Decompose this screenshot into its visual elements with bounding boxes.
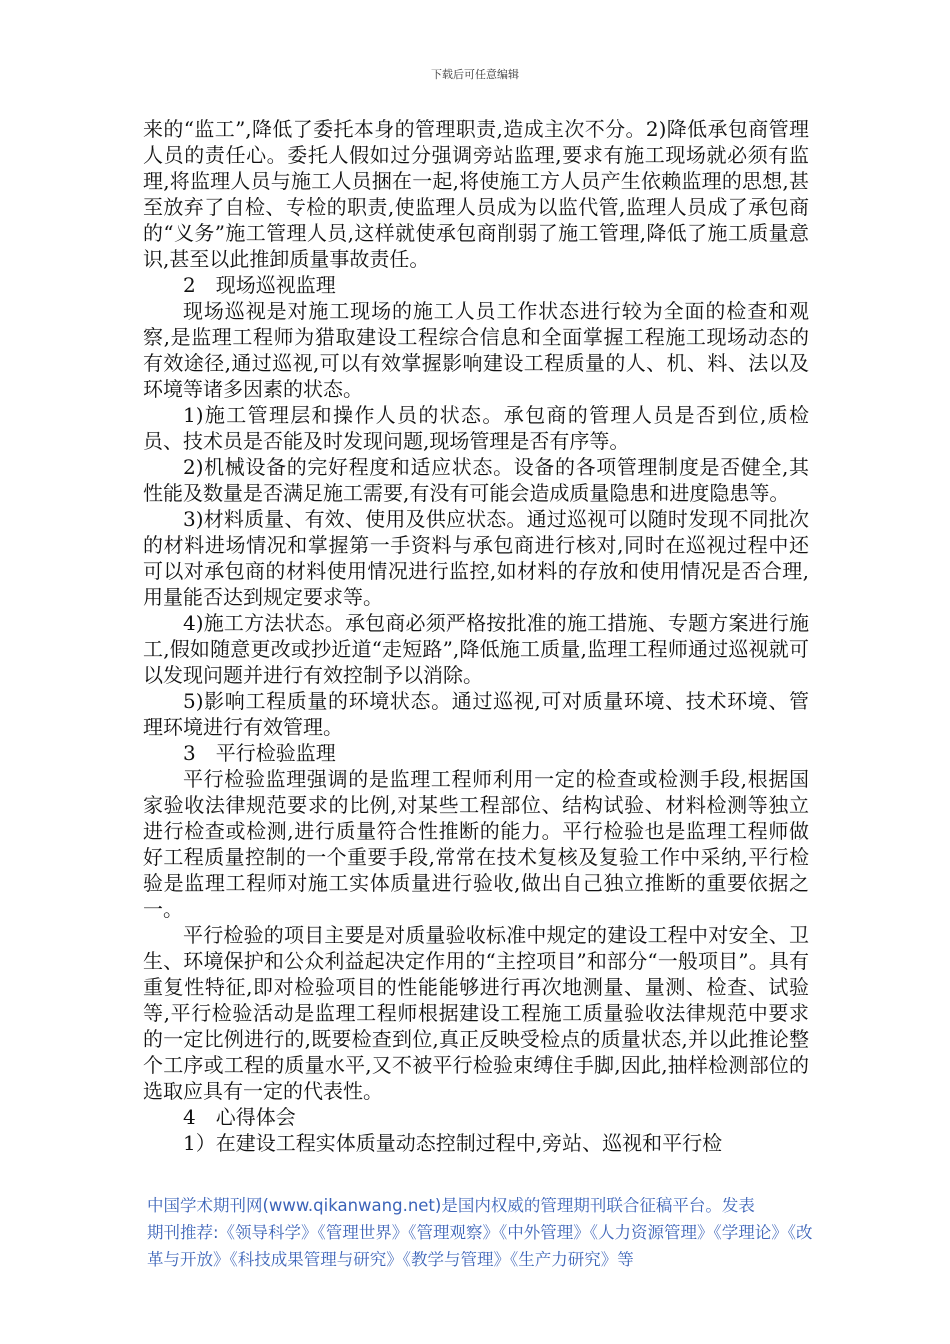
footer-advertisement bbox=[147, 1192, 817, 1273]
list-item-paragraph: 4)施工方法状态。承包商必须严格按批准的施工措施、专题方案进行施工,假如随意更改或抄近道“走短路”,降低施工质量,监理工程师通过巡视就可以发现问题并进行有效控制予以消除。 bbox=[143, 611, 809, 687]
list-item-paragraph: 3)材料质量、有效、使用及供应状态。通过巡视可以随时发现不同批次的材料进场情况和掌握第一手资料与承包商进行核对,同时在巡视过程中还可以对承包商的材料使用情况进行监控,如材料的存放和使用情况是否合理,用量能否达到规定要求等。 bbox=[143, 507, 809, 609]
document-body bbox=[143, 116, 809, 1156]
page-header-note: 下载后可任意编辑 bbox=[431, 68, 519, 81]
section-heading-4: 4 心得体会 bbox=[183, 1105, 296, 1129]
section-heading-3: 3 平行检验监理 bbox=[183, 741, 336, 765]
section-heading-2: 2 现场巡视监理 bbox=[183, 273, 336, 297]
list-item-paragraph: 1)施工管理层和操作人员的状态。承包商的管理人员是否到位,质检员、技术员是否能及时发现问题,现场管理是否有序等。 bbox=[143, 403, 809, 453]
list-item-paragraph: 5)影响工程质量的环境状态。通过巡视,可对质量环境、技术环境、管理环境进行有效管理。 bbox=[143, 689, 809, 739]
list-item-paragraph: 1）在建设工程实体质量动态控制过程中,旁站、巡视和平行检 bbox=[183, 1131, 723, 1155]
footer-line: 期刊推荐:《领导科学》《管理世界》《管理观察》《中外管理》《人力资源管理》《学理论》《改 bbox=[147, 1223, 813, 1242]
paragraph: 平行检验监理强调的是监理工程师利用一定的检查或检测手段,根据国家验收法律规范要求的比例,对某些工程部位、结构试验、材料检测等独立进行检查或检测,进行质量符合性推断的能力。平行检验也是监理工程师做好工程质量控制的一个重要手段,常常在技术复核及复验工作中采纳,平行检验是监理工程师对施工实体质量进行验收,做出自己独立推断的重要依据之一。 bbox=[143, 767, 809, 921]
paragraph: 现场巡视是对施工现场的施工人员工作状态进行较为全面的检查和观察,是监理工程师为猎取建设工程综合信息和全面掌握工程施工现场动态的有效途径,通过巡视,可以有效掌握影响建设工程质量的人、机、料、法以及环境等诸多因素的状态。 bbox=[143, 299, 809, 401]
footer-line: 革与开放》《科技成果管理与研究》《教学与管理》《生产力研究》等 bbox=[147, 1250, 634, 1269]
paragraph-continuation: 来的“监工”,降低了委托本身的管理职责,造成主次不分。2)降低承包商管理人员的责任心。委托人假如过分强调旁站监理,要求有施工现场就必须有监理,将监理人员与施工人员捆在一起,将使施工方人员产生依赖监理的思想,甚至放弃了自检、专检的职责,使监理人员成为以监代管,监理人员成了承包商的“义务”施工管理人员,这样就使承包商削弱了施工管理,降低了施工质量意识,甚至以此推卸质量事故责任。 bbox=[143, 117, 809, 271]
list-item-paragraph: 2)机械设备的完好程度和适应状态。设备的各项管理制度是否健全,其性能及数量是否满足施工需要,有没有可能会造成质量隐患和进度隐患等。 bbox=[143, 455, 809, 505]
paragraph: 平行检验的项目主要是对质量验收标准中规定的建设工程中对安全、卫生、环境保护和公众利益起决定作用的“主控项目”和部分“一般项目”。具有重复性特征,即对检验项目的性能能够进行再次地测量、量测、检查、试验等,平行检验活动是监理工程师根据建设工程施工质量验收法律规范中要求的一定比例进行的,既要检查到位,真正反映受检点的质量状态,并以此推论整个工序或工程的质量水平,又不被平行检验束缚住手脚,因此,抽样检测部位的选取应具有一定的代表性。 bbox=[143, 923, 809, 1103]
footer-line: 中国学术期刊网(www.qikanwang.net)是国内权威的管理期刊联合征稿平台。发表 bbox=[147, 1196, 755, 1215]
